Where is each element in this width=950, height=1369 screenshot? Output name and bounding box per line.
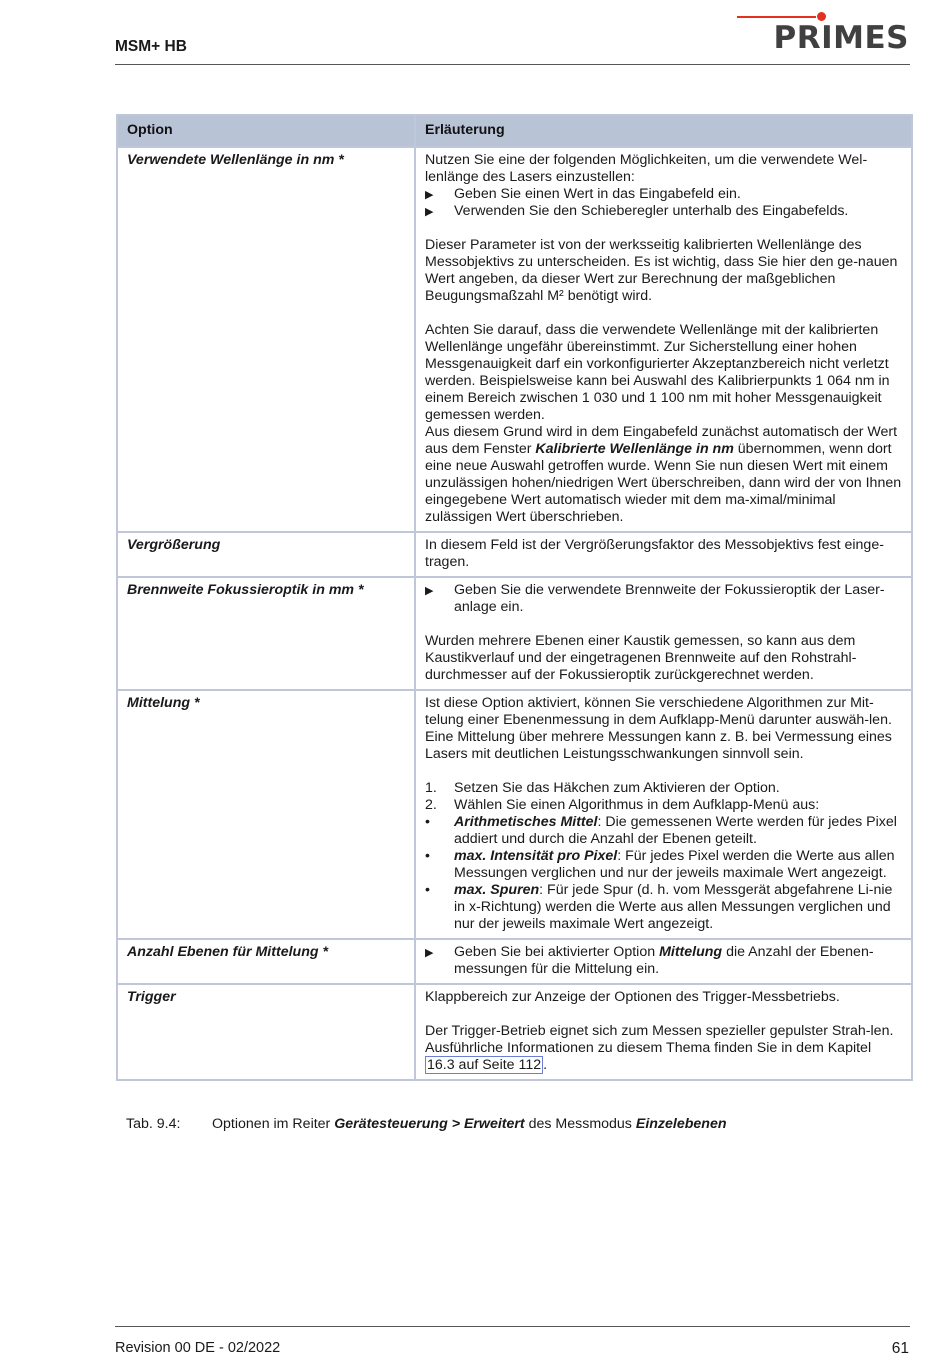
footer-revision: Revision 00 DE - 02/2022	[115, 1340, 281, 1356]
option-name: Trigger	[117, 984, 415, 1080]
list-item-text: Geben Sie einen Wert in das Eingabefeld ein.	[454, 186, 741, 202]
option-explanation	[415, 690, 912, 939]
arrow-right-icon: ▶	[425, 189, 434, 201]
caption-text: des Messmodus	[528, 1116, 632, 1132]
table-row	[117, 939, 912, 984]
list-item	[425, 203, 902, 220]
paragraph: Nutzen Sie eine der folgenden Möglichkeiten, um die verwendete Wel-lenlänge des Lasers einzustellen:	[425, 152, 868, 185]
chapter-link[interactable]: 16.3 auf Seite 112	[427, 1057, 542, 1073]
emphasis: Arithmetisches Mittel	[454, 814, 598, 830]
table-caption	[126, 1116, 727, 1133]
page-number: 61	[891, 1340, 909, 1357]
primes-logo	[737, 8, 909, 58]
text-segment: .	[543, 1057, 548, 1073]
bullet-icon: •	[425, 882, 430, 898]
option-explanation	[415, 532, 912, 577]
arrow-right-icon: ▶	[425, 206, 434, 218]
list-item	[425, 944, 902, 978]
list-item	[425, 582, 902, 616]
table-row	[117, 690, 912, 939]
bullet-icon: •	[425, 814, 430, 830]
emphasis: Gerätesteuerung > Erweitert	[334, 1116, 525, 1132]
option-name: Brennweite Fokussieroptik in mm *	[117, 577, 415, 690]
algorithm-list	[425, 814, 902, 933]
option-explanation	[415, 147, 912, 532]
step-number: 2.	[425, 797, 437, 813]
logo-accent-line	[737, 16, 816, 18]
paragraph	[425, 1023, 902, 1074]
doc-title: MSM+ HB	[115, 38, 187, 55]
list-item	[425, 848, 902, 882]
list-item	[425, 882, 902, 933]
footer-rule	[115, 1326, 910, 1327]
option-explanation	[415, 939, 912, 984]
option-name: Verwendete Wellenlänge in nm *	[117, 147, 415, 532]
paragraph: Ist diese Option aktiviert, können Sie verschiedene Algorithmen zur Mit-telung einer Ebenenmessung in dem Aufklapp-Menü darunter auswäh-len. Eine Mittelung über mehrere Messungen kann z. B. bei Vermessung eines Lasers mit deutlichen Leistungsschwankungen sinnvoll sein.	[425, 695, 892, 762]
options-table	[116, 114, 913, 1081]
step-number: 1.	[425, 780, 437, 796]
paragraph: Klappbereich zur Anzeige der Optionen des Trigger-Messbetriebs.	[425, 989, 840, 1005]
emphasis: Kalibrierte Wellenlänge in nm	[535, 441, 734, 457]
option-explanation	[415, 577, 912, 690]
list-item-text: : Für jede Spur (d. h. vom Messgerät abgefahrene Li-nie in x-Richtung) werden die Werte aus allen Messungen verglichen und nur der jeweils maximale Wert angezeigt.	[454, 882, 893, 932]
column-header-option: Option	[117, 115, 415, 147]
list-item	[425, 186, 902, 203]
list-item-text: Wählen Sie einen Algorithmus in dem Aufklapp-Menü aus:	[454, 797, 820, 813]
instruction-list	[425, 186, 902, 220]
paragraph: Achten Sie darauf, dass die verwendete Wellenlänge mit der kalibrierten Wellenlänge ungefähr übereinstimmt. Zur Sicherstellung einer hohen Messgenauigkeit darf ein vorkonfigurierter Akzeptanzbereich nicht verletzt werden. Beispielsweise kann bei Auswahl des Kalibrierpunkts 1 064 nm in einem Bereich zwischen 1 030 und 1 100 nm mit hoher Messgenauigkeit gemessen werden.	[425, 322, 890, 423]
paragraph	[425, 424, 902, 526]
column-header-explanation: Erläuterung	[415, 115, 912, 147]
list-item-text: Verwenden Sie den Schieberegler unterhalb des Eingabefelds.	[454, 203, 849, 219]
instruction-list	[425, 582, 902, 616]
bullet-icon: •	[425, 848, 430, 864]
caption-text: Optionen im Reiter	[212, 1116, 331, 1132]
paragraph: Dieser Parameter ist von der werksseitig kalibrierten Wellenlänge des Messobjektivs zu unterscheiden. Es ist wichtig, dass Sie hier den ge-nauen Wert angeben, da dieser Wert zur Berechnung der maßgeblichen Beugungsmaßzahl M² benötigt wird.	[425, 237, 898, 304]
list-item	[425, 780, 902, 797]
arrow-right-icon: ▶	[425, 947, 434, 959]
list-item-text: : Für jedes Pixel werden die Werte aus allen Messungen verglichen und nur der jeweils maximale Wert angezeigt.	[454, 848, 895, 881]
instruction-list	[425, 944, 902, 978]
emphasis: Mittelung	[659, 944, 723, 960]
option-explanation	[415, 984, 912, 1080]
emphasis: max. Intensität pro Pixel	[454, 848, 618, 864]
option-name: Vergrößerung	[117, 532, 415, 577]
arrow-right-icon: ▶	[425, 585, 434, 597]
option-name: Anzahl Ebenen für Mittelung *	[117, 939, 415, 984]
caption-label: Tab. 9.4:	[126, 1116, 181, 1132]
table-row	[117, 532, 912, 577]
paragraph: In diesem Feld ist der Vergrößerungsfaktor des Messobjektivs fest einge-tragen.	[425, 537, 884, 570]
paragraph: Wurden mehrere Ebenen einer Kaustik gemessen, so kann aus dem Kaustikverlauf und der eingetragenen Brennweite auf den Rohstrahl-durchmesser auf der Fokussieroptik zurückgerechnet werden.	[425, 633, 857, 683]
text-segment: übernommen, wenn dort eine neue Auswahl getroffen wurde. Wenn Sie nun diesen Wert mit einem unzulässigen hohen/niedrigen Wert überschreiben, dann wird der von Ihnen eingegebene Wert automatisch wieder mit dem ma-ximal/minimal zulässigen Wert überschrieben.	[425, 441, 902, 525]
text-segment: Der Trigger-Betrieb eignet sich zum Messen spezieller gepulster Strah-len. Ausführliche Informationen zu diesem Thema finden Sie in dem Kapitel	[425, 1023, 894, 1056]
header-rule	[115, 64, 910, 65]
option-name: Mittelung *	[117, 690, 415, 939]
list-item-text: : Die gemessenen Werte werden für jedes Pixel addiert und durch die Anzahl der Ebenen geteilt.	[454, 814, 897, 847]
table-header-row	[117, 115, 912, 147]
emphasis: max. Spuren	[454, 882, 540, 898]
list-item-text: die Anzahl der Ebenen-messungen für die Mittelung ein.	[454, 944, 874, 977]
logo-text: PRIMES	[773, 20, 909, 56]
emphasis: Einzelebenen	[635, 1116, 727, 1132]
list-item-text: Geben Sie bei aktivierter Option	[454, 944, 656, 960]
list-item	[425, 797, 902, 814]
text-segment: Aus diesem Grund wird in dem Eingabefeld zunächst automatisch der Wert aus dem Fenster	[425, 424, 898, 457]
list-item-text: Geben Sie die verwendete Brennweite der Fokussieroptik der Laser-anlage ein.	[454, 582, 885, 615]
list-item	[425, 814, 902, 848]
table-row	[117, 984, 912, 1080]
table-row	[117, 147, 912, 532]
list-item-text: Setzen Sie das Häkchen zum Aktivieren der Option.	[454, 780, 780, 796]
table-row	[117, 577, 912, 690]
step-list	[425, 780, 902, 814]
